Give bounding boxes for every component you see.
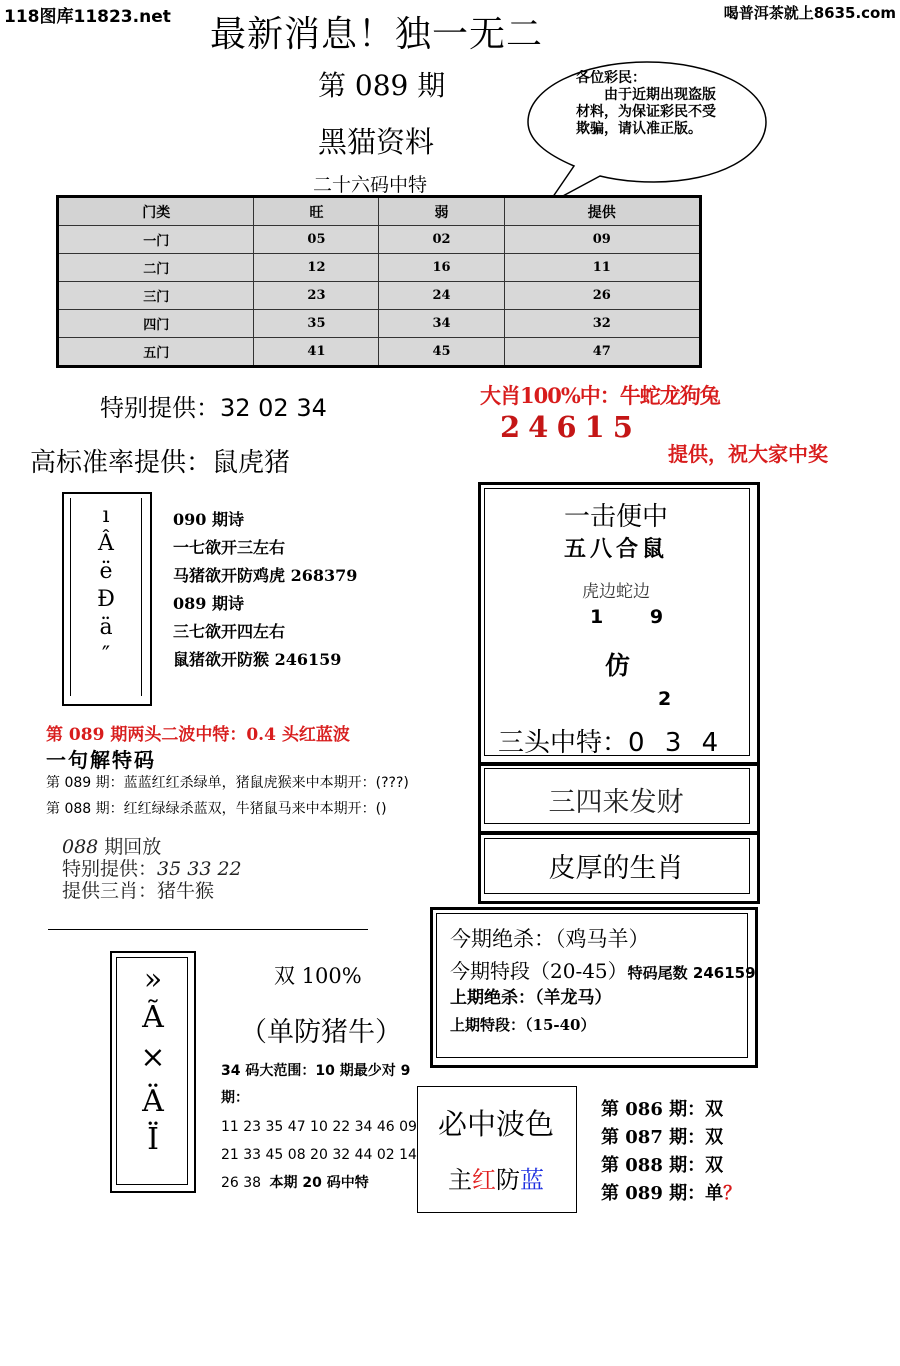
table-cell: 41 xyxy=(254,338,379,367)
table-cell: 45 xyxy=(379,338,504,367)
one-sentence-title: 一句解特码 xyxy=(46,748,156,772)
hit-fang: 仿 xyxy=(605,651,631,680)
replay-title: 期回放 xyxy=(98,836,162,858)
big-zodiac-pick: 大肖100%中：牛蛇龙狗兔 xyxy=(480,383,720,408)
hit-two: 2 xyxy=(658,688,672,710)
replay-special-label: 特别提供： xyxy=(62,858,158,880)
two-head-line: 第 089 期两头二波中特：0.4 头红蓝波 xyxy=(46,725,350,745)
poem-glyph: ä xyxy=(99,615,113,640)
range-number-list: 11 23 35 47 10 22 34 46 09 21 33 45 08 20 32 44 02 14 26 38 xyxy=(221,1119,417,1191)
table-cell: 47 xyxy=(504,338,700,367)
site-left-link[interactable]: 118图库11823.net xyxy=(4,7,171,27)
replay-three-zodiac: 提供三肖：猪牛猴 xyxy=(62,880,215,902)
history-label: 第 087 期： xyxy=(601,1127,706,1148)
note-line: 第 088 期：红红绿绿杀蓝双，牛猪鼠马来中本期开：() xyxy=(46,801,387,817)
wave-blue: 蓝 xyxy=(520,1166,544,1194)
special-offer: 特别提供：32 02 34 xyxy=(100,394,327,422)
subtitle: 二十六码中特 xyxy=(313,174,428,196)
site-right-link[interactable]: 喝普洱茶就上8635.com xyxy=(723,4,896,22)
list-item xyxy=(601,1096,741,1124)
history-label: 第 086 期： xyxy=(601,1099,706,1120)
table-cell: 12 xyxy=(254,254,379,282)
poem-line: 089 期诗 xyxy=(173,594,244,613)
double-glyph: Ã xyxy=(142,1000,164,1035)
table-row xyxy=(58,282,701,310)
table-cell: 02 xyxy=(379,226,504,254)
replay-block xyxy=(62,836,242,902)
history-value: 单 xyxy=(705,1183,724,1204)
hit-numbers: 1 9 xyxy=(590,606,684,628)
poem-glyph: Â xyxy=(98,531,114,556)
table-row xyxy=(58,338,701,367)
history-value: 双 xyxy=(705,1155,724,1176)
hit-side: 虎边蛇边 xyxy=(582,582,650,602)
kill-segment xyxy=(450,955,756,984)
red-number: 24615 xyxy=(500,410,641,444)
table-cell: 23 xyxy=(254,282,379,310)
table-cell: 四门 xyxy=(58,310,254,338)
double-glyph: » xyxy=(143,962,163,997)
history-label: 第 089 期： xyxy=(601,1183,706,1204)
category-title: 黑猫资料 xyxy=(318,125,435,159)
poem-lines xyxy=(173,506,357,674)
table-cell: 35 xyxy=(254,310,379,338)
table-cell: 34 xyxy=(379,310,504,338)
replay-issue-number: 088 xyxy=(62,836,99,858)
bubble-greeting: 各位彩民： xyxy=(576,70,646,86)
thick-skin-text: 皮厚的生肖 xyxy=(548,853,684,884)
wave-guard-label: 防 xyxy=(496,1166,520,1194)
table-header: 弱 xyxy=(379,197,504,226)
poem-glyph: Ð xyxy=(97,587,115,612)
table-cell: 24 xyxy=(379,282,504,310)
poem-glyph: ″ xyxy=(101,643,111,668)
fortune-text: 三四来发财 xyxy=(548,787,684,818)
poem-line: 三七欲开四左右 xyxy=(173,622,286,641)
table-cell: 三门 xyxy=(58,282,254,310)
history-mark: ？ xyxy=(723,1183,742,1204)
double-glyph: × xyxy=(140,1040,166,1075)
history-label: 第 088 期： xyxy=(601,1155,706,1176)
wave-main-label: 主 xyxy=(448,1166,472,1194)
poem-line: 一七欲开三左右 xyxy=(173,538,286,557)
poem-glyph-column xyxy=(70,498,142,696)
kill-segment-label: 今期特段（20-45） xyxy=(450,959,628,983)
table-header: 门类 xyxy=(58,197,254,226)
wave-red: 红 xyxy=(472,1166,496,1194)
kill-tail-digits: 特码尾数 246159 xyxy=(627,964,756,982)
poem-line: 090 期诗 xyxy=(173,510,244,529)
kill-previous-segment: 上期特段：（15-40） xyxy=(450,1016,596,1034)
double-glyph: Ä xyxy=(142,1084,164,1119)
bubble-message: 由于近期出现盗版材料，为保证彩民不受欺骗，请认准正版。 xyxy=(576,87,716,137)
table-cell: 二门 xyxy=(58,254,254,282)
replay-special-numbers: 35 33 22 xyxy=(157,858,242,880)
table-cell: 五门 xyxy=(58,338,254,367)
wave-colors xyxy=(417,1160,575,1195)
table-cell: 11 xyxy=(504,254,700,282)
issue-number: 第 089 期 xyxy=(318,69,446,102)
table-cell: 16 xyxy=(379,254,504,282)
poem-line: 鼠猪欲开防猴 246159 xyxy=(173,650,342,669)
headline: 最新消息！独一无二 xyxy=(210,14,544,55)
list-item xyxy=(601,1124,741,1152)
double-title: 双 100% xyxy=(274,964,362,988)
list-item xyxy=(601,1152,741,1180)
divider xyxy=(48,929,368,930)
table-cell: 26 xyxy=(504,282,700,310)
table-cell: 32 xyxy=(504,310,700,338)
poem-glyph: ı xyxy=(102,503,110,528)
wave-title: 必中波色 xyxy=(437,1107,554,1141)
range-heading: 34 码大范围：10 期最少对 9 期： xyxy=(221,1063,411,1106)
table-row xyxy=(58,254,701,282)
table-header-row xyxy=(58,197,701,226)
table-cell: 一门 xyxy=(58,226,254,254)
three-head-special xyxy=(498,722,724,759)
kill-current: 今期绝杀：（鸡马羊） xyxy=(450,927,650,951)
table-header: 旺 xyxy=(254,197,379,226)
table-header: 提供 xyxy=(504,197,700,226)
note-line: 第 089 期：蓝蓝红红杀绿单，猪鼠虎猴来中本期开：(???) xyxy=(46,775,409,791)
wish-text: 提供，祝大家中奖 xyxy=(668,442,828,466)
table-cell: 05 xyxy=(254,226,379,254)
poem-glyph: ë xyxy=(99,559,113,584)
hit-title: 一击便中 xyxy=(563,502,668,532)
history-list xyxy=(601,1096,741,1208)
three-head-label: 三头中特： xyxy=(498,728,629,758)
table-cell: 09 xyxy=(504,226,700,254)
zodiac-door-table xyxy=(56,195,702,368)
history-value: 双 xyxy=(705,1127,724,1148)
history-value: 双 xyxy=(705,1099,724,1120)
range-numbers xyxy=(221,1113,421,1197)
high-accuracy-pick: 高标准率提供：鼠虎猪 xyxy=(30,448,291,478)
poem-line: 马猪欲开防鸡虎 268379 xyxy=(173,566,358,585)
range-tail: 本期 20 码中特 xyxy=(269,1175,369,1191)
kill-previous: 上期绝杀：（羊龙马） xyxy=(450,988,612,1008)
double-guard: （单防猪牛） xyxy=(240,1017,402,1048)
list-item xyxy=(601,1180,741,1208)
three-head-numbers: 0 3 4 xyxy=(628,728,725,758)
double-glyph: Ï xyxy=(147,1122,159,1157)
table-row xyxy=(58,310,701,338)
table-row xyxy=(58,226,701,254)
hit-subtitle: 五八合鼠 xyxy=(563,536,668,562)
bubble-notice xyxy=(576,70,726,150)
